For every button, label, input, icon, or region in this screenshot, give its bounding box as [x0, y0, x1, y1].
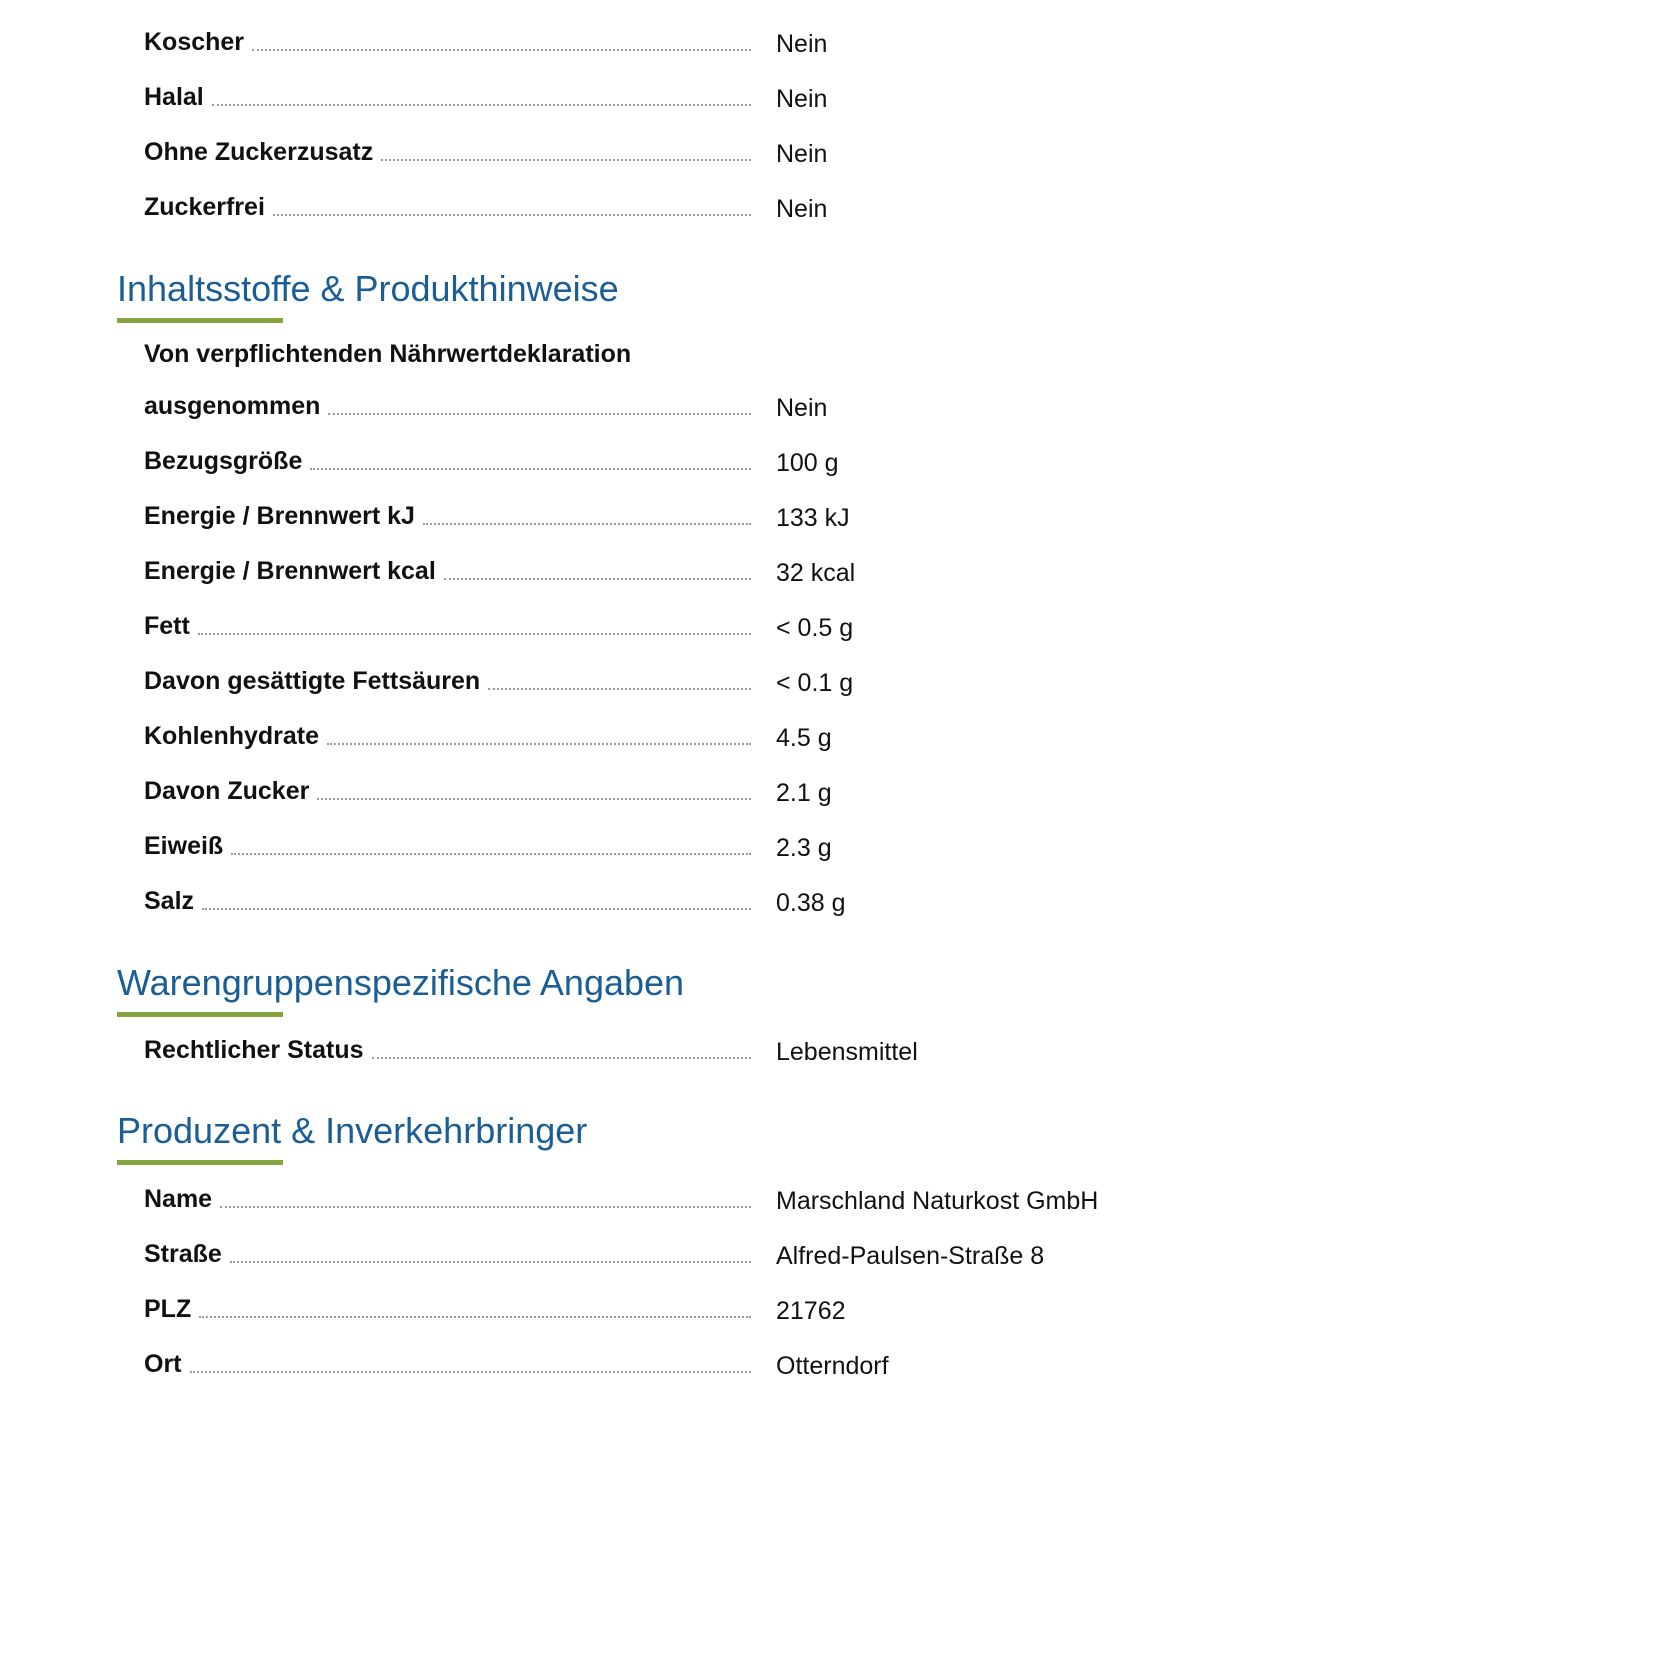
row-label: Kohlenhydrate: [144, 722, 320, 750]
dot-leader: [231, 852, 751, 855]
row-label: Davon gesättigte Fettsäuren: [144, 667, 481, 695]
dot-leader: [190, 1370, 752, 1373]
dot-leader: [423, 522, 751, 525]
row-fett: [144, 601, 1344, 641]
section-underline: [117, 1160, 283, 1165]
dot-leader: [328, 412, 751, 415]
dot-leader: [252, 48, 751, 51]
row-value: Otterndorf: [776, 1352, 889, 1380]
row-zuckerfrei: [144, 182, 1344, 222]
dot-leader: [372, 1056, 751, 1059]
row-bezugsgroesse: [144, 436, 1344, 476]
row-value: 21762: [776, 1297, 846, 1325]
row-value: Nein: [776, 195, 828, 223]
row-label: Salz: [144, 887, 195, 915]
dot-leader: [220, 1205, 751, 1208]
row-energie-kj: [144, 491, 1344, 531]
row-label: ausgenommen: [144, 392, 321, 420]
row-value: 100 g: [776, 449, 839, 477]
row-label: Zuckerfrei: [144, 193, 265, 221]
row-label: PLZ: [144, 1295, 192, 1323]
dot-leader: [310, 467, 751, 470]
row-value: Nein: [776, 140, 828, 168]
dot-leader: [381, 158, 751, 161]
row-value: 4.5 g: [776, 724, 832, 752]
row-value: 2.1 g: [776, 779, 832, 807]
row-value: 0.38 g: [776, 889, 846, 917]
row-ausgenommen: [144, 381, 1344, 421]
row-value: < 0.5 g: [776, 614, 854, 642]
row-rechtlicher-status: [144, 1025, 1344, 1065]
dot-leader: [488, 687, 751, 690]
row-label: Bezugsgröße: [144, 447, 303, 475]
row-value: Nein: [776, 30, 828, 58]
row-koscher: [144, 17, 1344, 57]
row-label: Fett: [144, 612, 190, 640]
row-value: < 0.1 g: [776, 669, 854, 697]
row-label: Davon Zucker: [144, 777, 310, 805]
row-label: Energie / Brennwert kJ: [144, 502, 415, 530]
dot-leader: [199, 1315, 751, 1318]
dot-leader: [317, 797, 751, 800]
row-strasse: [144, 1229, 1344, 1269]
intro-label: Von verpflichtenden Nährwertdeklaration: [144, 340, 632, 368]
row-value: Nein: [776, 394, 828, 422]
row-halal: [144, 72, 1344, 112]
dot-leader: [202, 907, 751, 910]
row-value: Alfred-Paulsen-Straße 8: [776, 1242, 1045, 1270]
row-label: Ort: [144, 1350, 182, 1378]
row-label: Energie / Brennwert kcal: [144, 557, 436, 585]
row-label: Eiweiß: [144, 832, 224, 860]
section-underline: [117, 318, 283, 323]
row-value: Marschland Naturkost GmbH: [776, 1187, 1099, 1215]
row-ort: [144, 1339, 1344, 1379]
dot-leader: [444, 577, 751, 580]
row-name: [144, 1174, 1344, 1214]
row-kohlenhydrate: [144, 711, 1344, 751]
section-title-producer: Produzent & Inverkehrbringer: [117, 1110, 588, 1151]
dot-leader: [273, 213, 751, 216]
dot-leader: [212, 103, 751, 106]
row-value: Lebensmittel: [776, 1038, 918, 1066]
section-title-ingredients: Inhaltsstoffe & Produkthinweise: [117, 268, 619, 309]
row-label: Name: [144, 1185, 213, 1213]
row-label: Koscher: [144, 28, 245, 56]
dot-leader: [230, 1260, 751, 1263]
row-label: Ohne Zuckerzusatz: [144, 138, 374, 166]
row-label: Straße: [144, 1240, 222, 1268]
dot-leader: [327, 742, 751, 745]
row-davon-zucker: [144, 766, 1344, 806]
row-salz: [144, 876, 1344, 916]
row-energie-kcal: [144, 546, 1344, 586]
section-underline: [117, 1012, 283, 1017]
row-value: Nein: [776, 85, 828, 113]
section-title-category: Warengruppenspezifische Angaben: [117, 962, 685, 1003]
row-eiweiss: [144, 821, 1344, 861]
row-gesaettigte-fettsaeuren: [144, 656, 1344, 696]
row-plz: [144, 1284, 1344, 1324]
row-value: 133 kJ: [776, 504, 850, 532]
row-ohne-zuckerzusatz: [144, 127, 1344, 167]
row-value: 32 kcal: [776, 559, 856, 587]
row-label: Rechtlicher Status: [144, 1036, 364, 1064]
row-value: 2.3 g: [776, 834, 832, 862]
dot-leader: [198, 632, 751, 635]
row-label: Halal: [144, 83, 204, 111]
